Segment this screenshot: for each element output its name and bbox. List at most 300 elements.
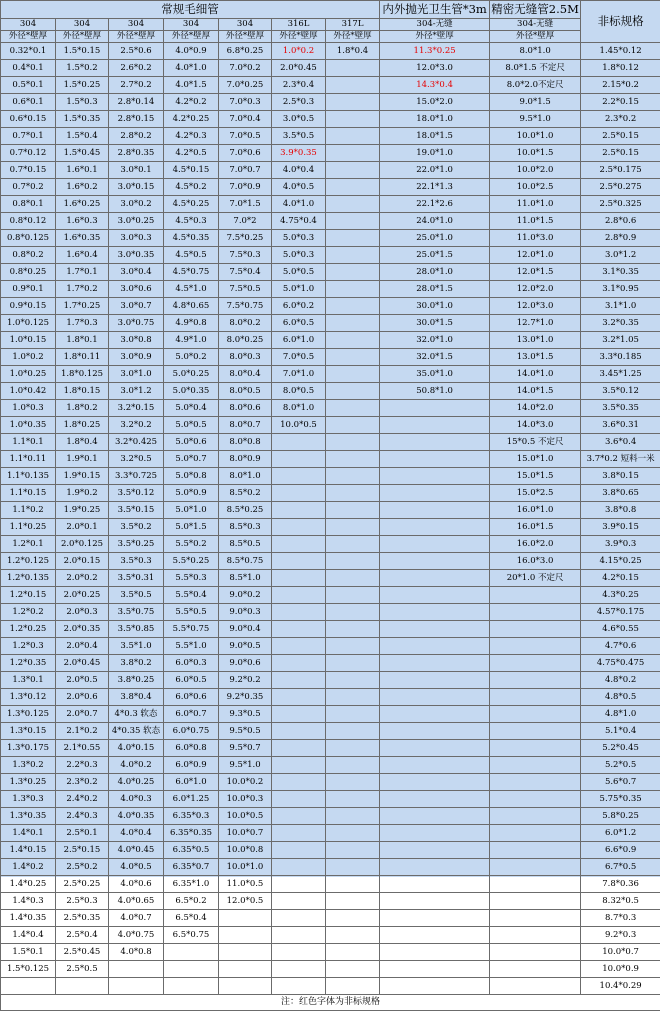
spec-cell [326,77,380,94]
spec-cell: 6.35*0.3 [164,808,219,825]
spec-cell: 1.1*0.25 [1,519,56,536]
spec-cell: 7.5*0.4 [219,264,272,281]
spec-cell [326,502,380,519]
table-row [1,179,660,196]
spec-cell: 9.0*0.4 [219,621,272,638]
spec-cell [380,689,490,706]
spec-cell: 7.8*0.36 [581,876,660,893]
spec-cell [219,927,272,944]
spec-cell: 11.3*0.25 [380,43,490,60]
spec-cell: 1.3*0.12 [1,689,56,706]
footnote: 注：红色字体为非标规格 [1,995,660,1011]
spec-cell: 3.8*0.2 [109,655,164,672]
spec-cell: 8.0*0.4 [219,366,272,383]
spec-cell: 4.5*0.2 [164,179,219,196]
spec-cell [380,706,490,723]
spec-cell: 4*0.35 软态 [109,723,164,740]
spec-cell: 5.0*0.7 [164,451,219,468]
spec-cell: 4.0*0.9 [164,43,219,60]
spec-cell [326,468,380,485]
spec-cell [326,723,380,740]
table-row [1,638,660,655]
spec-cell: 2.5*0.3 [272,94,326,111]
spec-cell: 4.9*1.0 [164,332,219,349]
spec-cell: 1.3*0.25 [1,774,56,791]
spec-cell: 1.2*0.35 [1,655,56,672]
spec-cell: 32.0*1.5 [380,349,490,366]
spec-cell: 1.0*0.25 [1,366,56,383]
spec-cell: 1.1*0.2 [1,502,56,519]
table-row [1,77,660,94]
spec-cell: 1.5*0.15 [56,43,109,60]
spec-cell: 0.7*0.12 [1,145,56,162]
spec-cell: 8.7*0.3 [581,910,660,927]
table-row [1,400,660,417]
spec-cell: 14.0*2.0 [490,400,581,417]
spec-cell [272,757,326,774]
spec-cell: 2.5*0.4 [56,927,109,944]
spec-cell [272,502,326,519]
table-row [1,893,660,910]
spec-cell: 9.0*0.6 [219,655,272,672]
table-row [1,247,660,264]
spec-cell: 0.8*0.12 [1,213,56,230]
spec-cell [272,519,326,536]
spec-cell: 1.1*0.135 [1,468,56,485]
spec-cell: 4.8*0.2 [581,672,660,689]
spec-cell: 3.3*0.185 [581,349,660,366]
spec-cell [490,859,581,876]
spec-cell: 7.0*1.5 [219,196,272,213]
spec-cell [380,570,490,587]
table-row [1,791,660,808]
table-row [1,961,660,978]
spec-cell [490,604,581,621]
spec-cell: 3.0*0.7 [109,298,164,315]
spec-cell [380,893,490,910]
spec-cell [326,757,380,774]
spec-cell: 1.7*0.25 [56,298,109,315]
spec-cell [326,961,380,978]
spec-cell: 4.0*0.5 [272,179,326,196]
spec-cell: 7.5*0.25 [219,230,272,247]
spec-cell [380,621,490,638]
spec-cell: 3.0*1.0 [109,366,164,383]
table-row [1,757,660,774]
spec-cell: 1.8*0.2 [56,400,109,417]
spec-cell: 2.8*0.35 [109,145,164,162]
spec-cell [164,978,219,995]
spec-cell: 8.5*0.3 [219,519,272,536]
spec-cell: 5.0*0.5 [164,417,219,434]
spec-cell: 3.8*0.8 [581,502,660,519]
spec-cell: 5.0*1.0 [272,281,326,298]
spec-cell: 2.5*0.175 [581,162,660,179]
spec-cell: 6.0*1.0 [164,774,219,791]
spec-cell: 3.5*0.2 [109,519,164,536]
spec-cell: 2.3*0.2 [56,774,109,791]
spec-cell [326,213,380,230]
table-row [1,94,660,111]
spec-cell [326,434,380,451]
spec-cell: 9.0*1.5 [490,94,581,111]
spec-cell [490,655,581,672]
spec-cell: 3.3*0.725 [109,468,164,485]
spec-cell: 4.0*1.0 [272,196,326,213]
col-5-material: 304 [219,19,272,31]
spec-cell: 3.5*0.85 [109,621,164,638]
spec-cell: 1.8*0.15 [56,383,109,400]
spec-cell [326,400,380,417]
spec-cell: 3.8*0.4 [109,689,164,706]
spec-cell [272,434,326,451]
spec-cell: 8.0*1.0 [219,468,272,485]
table-row [1,111,660,128]
spec-cell [326,247,380,264]
spec-cell: 3.0*0.6 [109,281,164,298]
spec-cell [164,944,219,961]
spec-cell: 5.5*0.4 [164,587,219,604]
spec-cell [109,978,164,995]
spec-cell: 1.7*0.1 [56,264,109,281]
spec-cell: 10.0*0.2 [219,774,272,791]
spec-cell: 2.5*0.275 [581,179,660,196]
spec-cell: 6.0*0.3 [164,655,219,672]
spec-cell: 4.15*0.25 [581,553,660,570]
spec-cell: 10.0*0.7 [219,825,272,842]
spec-cell: 3.2*0.2 [109,417,164,434]
spec-cell [380,434,490,451]
spec-cell: 5.0*0.2 [164,349,219,366]
spec-cell [490,791,581,808]
spec-cell [272,451,326,468]
spec-cell: 4.0*0.3 [109,791,164,808]
spec-cell: 1.5*0.125 [1,961,56,978]
spec-cell [326,94,380,111]
spec-cell: 6.0*0.75 [164,723,219,740]
col-6-subheader: 外径*壁厚 [272,31,326,43]
spec-cell: 10.4*0.29 [581,978,660,995]
spec-cell: 32.0*1.0 [380,332,490,349]
spec-cell [326,349,380,366]
spec-cell [326,791,380,808]
table-row [1,213,660,230]
spec-cell [272,655,326,672]
spec-cell: 4.8*1.0 [581,706,660,723]
col-9-material: 304-无缝 [490,19,581,31]
spec-cell: 2.5*0.3 [56,893,109,910]
table-row [1,434,660,451]
col-5-subheader: 外径*壁厚 [219,31,272,43]
spec-cell: 25.0*1.5 [380,247,490,264]
spec-cell: 1.4*0.15 [1,842,56,859]
spec-cell: 10.0*0.5 [219,808,272,825]
spec-cell [380,485,490,502]
spec-cell: 7.0*0.5 [272,349,326,366]
spec-cell: 1.5*0.2 [56,60,109,77]
spec-cell [326,638,380,655]
spec-cell: 2.0*0.3 [56,604,109,621]
spec-cell [326,366,380,383]
spec-cell: 0.6*0.1 [1,94,56,111]
spec-cell [326,570,380,587]
spec-cell: 1.9*0.15 [56,468,109,485]
spec-cell: 0.9*0.15 [1,298,56,315]
spec-cell: 5.5*0.25 [164,553,219,570]
spec-cell: 2.0*0.7 [56,706,109,723]
spec-cell: 3.7*0.2 短料一米 [581,451,660,468]
spec-cell: 12.7*1.0 [490,315,581,332]
spec-cell [326,774,380,791]
spec-cell: 10.0*2.0 [490,162,581,179]
spec-cell [326,519,380,536]
spec-cell: 7.0*0.9 [219,179,272,196]
spec-cell [272,740,326,757]
spec-cell: 12.0*2.0 [490,281,581,298]
col-8-material: 304-无缝 [380,19,490,31]
table-row [1,587,660,604]
spec-cell [164,961,219,978]
spec-cell: 3.1*1.0 [581,298,660,315]
spec-cell: 1.0*0.2 [272,43,326,60]
spec-cell: 1.0*0.35 [1,417,56,434]
spec-cell: 4.75*0.475 [581,655,660,672]
spec-cell: 8.0*1.0 [272,400,326,417]
spec-cell: 5.0*1.0 [164,502,219,519]
spec-cell: 5.5*1.0 [164,638,219,655]
spec-cell: 6.0*0.5 [164,672,219,689]
table-row [1,468,660,485]
spec-cell: 0.7*0.2 [1,179,56,196]
spec-cell: 5.0*0.3 [272,230,326,247]
header-precision-seamless: 精密无缝管2.5M [490,1,581,19]
spec-cell: 7.5*0.5 [219,281,272,298]
spec-cell: 4.0*0.6 [109,876,164,893]
spec-cell [490,876,581,893]
spec-cell: 9.0*0.2 [219,587,272,604]
spec-cell [326,927,380,944]
spec-cell: 10.0*1.5 [490,145,581,162]
spec-cell: 9.2*0.35 [219,689,272,706]
spec-cell [272,876,326,893]
spec-cell: 1.9*0.2 [56,485,109,502]
spec-cell: 1.6*0.3 [56,213,109,230]
spec-cell: 7.5*0.3 [219,247,272,264]
spec-cell: 3.2*0.15 [109,400,164,417]
spec-cell: 1.2*0.125 [1,553,56,570]
spec-cell: 7.0*0.25 [219,77,272,94]
spec-cell [326,315,380,332]
spec-cell: 3.2*1.05 [581,332,660,349]
spec-cell: 10.0*0.3 [219,791,272,808]
spec-cell: 5.6*0.7 [581,774,660,791]
spec-cell: 9.5*1.0 [490,111,581,128]
spec-cell: 3.5*0.12 [109,485,164,502]
spec-cell: 10.0*0.5 [272,417,326,434]
spec-cell: 0.7*0.1 [1,128,56,145]
table-row [1,808,660,825]
spec-cell: 8.5*0.5 [219,536,272,553]
table-row [1,43,660,60]
spec-cell: 1.6*0.25 [56,196,109,213]
spec-cell: 5.0*0.3 [272,247,326,264]
spec-cell: 1.3*0.15 [1,723,56,740]
spec-cell: 7.0*1.0 [272,366,326,383]
spec-cell: 3.9*0.15 [581,519,660,536]
spec-cell [490,672,581,689]
spec-cell: 4.0*0.65 [109,893,164,910]
spec-cell [326,655,380,672]
spec-cell: 3.2*0.35 [581,315,660,332]
table-row [1,842,660,859]
table-row [1,349,660,366]
spec-cell: 1.8*0.25 [56,417,109,434]
spec-cell [326,553,380,570]
col-3-subheader: 外径*壁厚 [109,31,164,43]
spec-cell: 1.0*0.3 [1,400,56,417]
spec-cell: 1.4*0.25 [1,876,56,893]
spec-cell: 3.8*0.15 [581,468,660,485]
col-7-material: 317L [326,19,380,31]
spec-cell: 8.0*0.3 [219,349,272,366]
spec-cell: 19.0*1.0 [380,145,490,162]
spec-cell: 3.5*1.0 [109,638,164,655]
spec-cell: 2.5*0.15 [56,842,109,859]
spec-cell: 12.0*3.0 [380,60,490,77]
spec-cell [272,825,326,842]
table-row [1,264,660,281]
spec-cell: 0.4*0.1 [1,60,56,77]
spec-cell: 3.2*0.425 [109,434,164,451]
spec-cell: 0.9*0.1 [1,281,56,298]
spec-cell: 1.3*0.175 [1,740,56,757]
table-row [1,485,660,502]
spec-cell [326,842,380,859]
spec-cell: 4.0*0.35 [109,808,164,825]
spec-cell: 2.8*0.6 [581,213,660,230]
spec-cell: 1.4*0.4 [1,927,56,944]
spec-cell [1,978,56,995]
spec-cell: 15*0.5 不定尺 [490,434,581,451]
spec-cell: 3.5*0.15 [109,502,164,519]
table-row [1,332,660,349]
col-3-material: 304 [109,19,164,31]
spec-cell: 14.0*3.0 [490,417,581,434]
spec-cell: 4.5*0.25 [164,196,219,213]
spec-cell: 6.35*0.5 [164,842,219,859]
spec-cell [326,536,380,553]
spec-cell [380,774,490,791]
spec-cell: 1.2*0.3 [1,638,56,655]
spec-cell [272,808,326,825]
spec-cell: 1.5*0.3 [56,94,109,111]
spec-cell: 6.0*0.2 [272,298,326,315]
spec-cell: 2.8*0.2 [109,128,164,145]
spec-cell: 2.6*0.2 [109,60,164,77]
spec-cell [380,451,490,468]
spec-cell: 18.0*1.0 [380,111,490,128]
spec-cell: 3.5*0.12 [581,383,660,400]
spec-cell: 1.2*0.1 [1,536,56,553]
spec-cell [272,774,326,791]
spec-cell: 8.0*0.7 [219,417,272,434]
spec-cell: 2.1*0.55 [56,740,109,757]
spec-cell: 8.0*0.8 [219,434,272,451]
spec-cell [272,961,326,978]
spec-cell: 8.5*1.0 [219,570,272,587]
spec-cell: 1.0*0.2 [1,349,56,366]
spec-cell [490,944,581,961]
spec-cell: 9.5*1.0 [219,757,272,774]
spec-cell: 2.5*0.5 [56,961,109,978]
spec-cell [326,978,380,995]
spec-cell: 5.2*0.45 [581,740,660,757]
spec-cell: 6.8*0.25 [219,43,272,60]
spec-cell [326,740,380,757]
spec-cell: 1.45*0.12 [581,43,660,60]
spec-cell: 4.0*0.2 [109,757,164,774]
spec-cell [380,859,490,876]
spec-cell: 5.5*0.2 [164,536,219,553]
spec-cell: 2.3*0.4 [272,77,326,94]
spec-cell [326,893,380,910]
table-row [1,944,660,961]
spec-cell: 5.0*0.5 [272,264,326,281]
spec-cell: 0.7*0.15 [1,162,56,179]
spec-cell: 11.0*0.5 [219,876,272,893]
spec-cell: 4.5*0.3 [164,213,219,230]
spec-cell: 2.8*0.9 [581,230,660,247]
spec-cell: 4.5*0.5 [164,247,219,264]
spec-cell: 2.15*0.2 [581,77,660,94]
spec-cell: 13.0*1.0 [490,332,581,349]
spec-cell: 8.0*0.6 [219,400,272,417]
spec-cell: 5.5*0.3 [164,570,219,587]
spec-cell: 4.0*0.5 [109,859,164,876]
spec-cell: 1.0*0.42 [1,383,56,400]
spec-cell: 1.3*0.125 [1,706,56,723]
spec-cell: 4.7*0.6 [581,638,660,655]
col-4-material: 304 [164,19,219,31]
table-row [1,196,660,213]
spec-cell: 14.0*1.5 [490,383,581,400]
spec-cell: 2.2*0.3 [56,757,109,774]
spec-cell [272,689,326,706]
spec-cell: 4.9*0.8 [164,315,219,332]
spec-cell: 3.5*0.31 [109,570,164,587]
spec-cell: 3.0*0.4 [109,264,164,281]
spec-cell: 7.0*2 [219,213,272,230]
table-row [1,655,660,672]
spec-cell: 15.0*2.0 [380,94,490,111]
spec-cell [272,638,326,655]
spec-cell [490,961,581,978]
table-row [1,740,660,757]
spec-cell: 3.9*0.3 [581,536,660,553]
spec-cell [490,689,581,706]
spec-cell: 2.2*0.15 [581,94,660,111]
spec-cell: 1.3*0.1 [1,672,56,689]
spec-cell: 2.5*0.15 [581,128,660,145]
spec-cell: 3.1*0.35 [581,264,660,281]
spec-cell [326,417,380,434]
spec-cell: 0.8*0.125 [1,230,56,247]
spec-cell: 1.8*0.4 [56,434,109,451]
table-row [1,162,660,179]
spec-cell: 7.0*0.6 [219,145,272,162]
spec-cell [380,876,490,893]
spec-cell: 4.0*0.4 [272,162,326,179]
